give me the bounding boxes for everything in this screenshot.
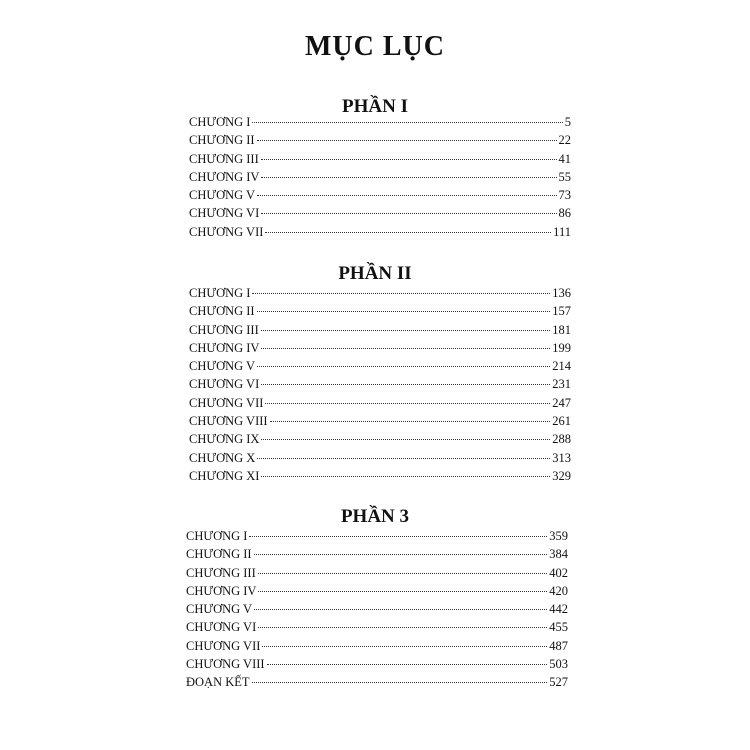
dot-leader — [261, 177, 556, 178]
toc-entry — [186, 655, 568, 673]
toc-entry-label: CHƯƠNG V — [189, 188, 256, 203]
toc-entry — [189, 150, 571, 168]
dot-leader — [261, 348, 550, 349]
toc-entry-page-number: 384 — [549, 547, 568, 562]
part-heading-2: PHẦN II — [338, 263, 412, 284]
toc-entry-label: CHƯƠNG II — [186, 547, 252, 562]
toc-entry-page-number: 329 — [552, 468, 571, 483]
page-title: MỤC LỤC — [305, 31, 445, 62]
toc-entry-page-number: 455 — [549, 620, 568, 635]
dot-leader — [257, 195, 556, 196]
dot-leader — [258, 591, 547, 592]
toc-entry-page-number: 22 — [558, 133, 571, 148]
toc-entry — [186, 564, 568, 582]
toc-entry-page-number: 402 — [549, 565, 568, 580]
dot-leader — [252, 293, 550, 294]
toc-entry — [189, 223, 571, 241]
dot-leader — [261, 439, 550, 440]
toc-entry — [186, 618, 568, 636]
toc-entry-page-number: 55 — [558, 169, 571, 184]
toc-entry-page-number: 359 — [549, 529, 568, 543]
toc-entry-label: CHƯƠNG VIII — [186, 657, 265, 672]
toc-entry — [186, 673, 568, 691]
toc-entry — [189, 394, 571, 412]
toc-entry-label: CHƯƠNG II — [189, 133, 255, 148]
toc-entry-label: CHƯƠNG IX — [189, 432, 260, 447]
toc-entry — [189, 375, 571, 393]
dot-leader — [254, 554, 548, 555]
toc-list-part-2 — [189, 284, 571, 485]
toc-entry-label: CHƯƠNG IV — [189, 340, 260, 355]
toc-entry — [186, 527, 568, 545]
dot-leader — [267, 664, 548, 665]
toc-entry-label: CHƯƠNG III — [189, 322, 259, 337]
toc-entry — [189, 284, 571, 302]
dot-leader — [261, 159, 557, 160]
toc-entry-page-number: 313 — [552, 450, 571, 465]
toc-entry-label: CHƯƠNG V — [189, 359, 256, 374]
toc-entry-label: CHƯƠNG II — [189, 304, 255, 319]
dot-leader — [257, 311, 551, 312]
toc-entry-label: CHƯƠNG VII — [186, 638, 261, 653]
toc-entry — [189, 302, 571, 320]
dot-leader — [252, 122, 562, 123]
toc-entry-label: CHƯƠNG VII — [189, 395, 264, 410]
toc-entry-page-number: 442 — [549, 602, 568, 617]
toc-entry — [189, 204, 571, 222]
dot-leader — [261, 476, 550, 477]
toc-entry — [189, 412, 571, 430]
toc-entry — [189, 131, 571, 149]
toc-entry — [189, 467, 571, 485]
toc-entry-label: CHƯƠNG VIII — [189, 414, 268, 429]
toc-entry-page-number: 111 — [553, 224, 571, 239]
dot-leader — [261, 213, 556, 214]
toc-list-part-3 — [186, 527, 568, 692]
toc-entry-label: CHƯƠNG VI — [186, 620, 257, 635]
toc-entry — [186, 582, 568, 600]
toc-entry — [186, 600, 568, 618]
toc-entry-label: CHƯƠNG III — [189, 151, 259, 166]
toc-entry-label: CHƯƠNG V — [186, 602, 253, 617]
toc-entry-page-number: 261 — [552, 414, 571, 429]
toc-entry-page-number: 41 — [558, 151, 571, 166]
dot-leader — [254, 609, 547, 610]
toc-entry — [189, 449, 571, 467]
part-heading-1: PHẦN I — [342, 96, 408, 117]
toc-entry-page-number: 231 — [552, 377, 571, 392]
dot-leader — [257, 366, 550, 367]
dot-leader — [262, 646, 547, 647]
toc-entry-page-number: 527 — [549, 675, 568, 690]
toc-entry — [189, 168, 571, 186]
toc-entry — [189, 430, 571, 448]
part-heading-3: PHẦN 3 — [340, 506, 410, 527]
toc-entry-page-number: 503 — [549, 657, 568, 672]
dot-leader — [257, 140, 557, 141]
toc-entry — [189, 357, 571, 375]
toc-entry — [189, 113, 571, 131]
dot-leader — [265, 403, 550, 404]
toc-entry-label: CHƯƠNG I — [189, 286, 251, 300]
dot-leader — [261, 330, 550, 331]
toc-entry-label: CHƯƠNG VI — [189, 206, 260, 221]
dot-leader — [252, 682, 548, 683]
toc-entry-page-number: 86 — [558, 206, 571, 221]
toc-entry-label: CHƯƠNG VII — [189, 224, 264, 239]
toc-entry — [189, 339, 571, 357]
toc-entry-label: CHƯƠNG IV — [186, 583, 257, 598]
toc-entry-page-number: 288 — [552, 432, 571, 447]
toc-entry-page-number: 247 — [552, 395, 571, 410]
toc-entry-label: CHƯƠNG X — [189, 450, 256, 465]
dot-leader — [270, 421, 551, 422]
toc-entry-label: CHƯƠNG XI — [189, 468, 260, 483]
toc-entry-page-number: 136 — [552, 286, 571, 300]
toc-entry-label: CHƯƠNG VI — [189, 377, 260, 392]
toc-entry — [186, 545, 568, 563]
toc-entry — [189, 321, 571, 339]
dot-leader — [257, 458, 550, 459]
toc-entry-page-number: 73 — [558, 188, 571, 203]
toc-entry-label: CHƯƠNG III — [186, 565, 256, 580]
toc-entry — [186, 637, 568, 655]
dot-leader — [265, 232, 551, 233]
dot-leader — [258, 573, 547, 574]
toc-entry-page-number: 487 — [549, 638, 568, 653]
toc-entry-page-number: 214 — [552, 359, 571, 374]
toc-entry-page-number: 199 — [552, 340, 571, 355]
toc-entry-page-number: 5 — [564, 115, 571, 129]
toc-entry-label: CHƯƠNG I — [186, 529, 248, 543]
toc-entry-label: ĐOẠN KẾT — [186, 675, 250, 690]
toc-entry — [189, 186, 571, 204]
dot-leader — [261, 384, 550, 385]
toc-entry-label: CHƯƠNG IV — [189, 169, 260, 184]
toc-entry-label: CHƯƠNG I — [189, 115, 251, 129]
toc-list-part-1 — [189, 113, 571, 241]
dot-leader — [249, 536, 547, 537]
toc-entry-page-number: 157 — [552, 304, 571, 319]
toc-entry-page-number: 181 — [552, 322, 571, 337]
dot-leader — [258, 627, 547, 628]
toc-entry-page-number: 420 — [549, 583, 568, 598]
